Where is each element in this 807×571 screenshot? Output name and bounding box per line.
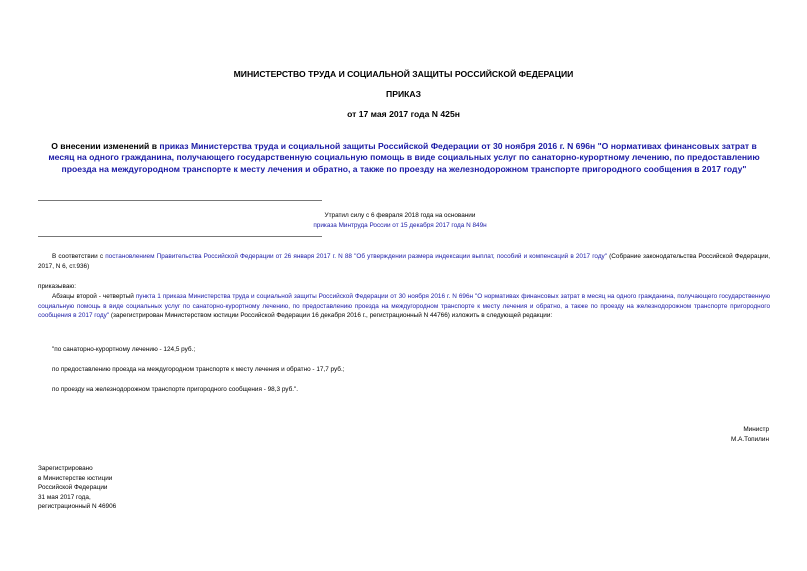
list-item: по предоставлению проезда на междугородном транспорте к месту лечения и обратно - 17,7 руб.; (52, 366, 345, 373)
status-line: Утратил силу с 6 февраля 2018 года на основании (324, 212, 476, 219)
p2-suffix: (зарегистрирован Министерством юстиции Российской Федерации 16 декабря 2016 г., регистрационный N 44766) изложить в следующей редакции: (109, 312, 553, 320)
p1-link[interactable]: постановлением Правительства Российской Федерации от 26 января 2017 г. N 88 "Об утверждении размера индексации выплат, пособий и компенсаций в 2017 году" (105, 253, 608, 260)
registration-line: регистрационный N 46906 (38, 503, 117, 511)
doc-type-heading: ПРИКАЗ (386, 89, 421, 99)
list-item: "по санаторно-курортному лечению - 124,5 руб.; (52, 346, 196, 353)
status-link[interactable]: приказа Минтруда России от 15 декабря 2017 года N 849н (313, 221, 487, 229)
registration-line: Зарегистрировано (38, 465, 93, 472)
title-link[interactable]: приказ Министерства труда и социальной защиты Российской Федерации от 30 ноября 2016 г. N 696н "О нормативах финансовых затрат в месяц на одного гражданина, получающего государственную социальную помощь в виде социальных услуг по санаторно-курортному лечению, по предоставлению проезда на междугородном транспорте к месту лечения и обратно, а также по проезду на железнодорожном транспорте пригородного сообщения в 2017 году" (48, 141, 760, 174)
ministry-heading: МИНИСТЕРСТВО ТРУДА И СОЦИАЛЬНОЙ ЗАЩИТЫ РОССИЙСКОЙ ФЕДЕРАЦИИ (233, 69, 574, 79)
registration-line: 31 мая 2017 года, (38, 493, 91, 501)
paragraph-basis (38, 252, 770, 271)
divider-bottom (38, 236, 322, 237)
divider-top (38, 200, 322, 201)
p1-suffix: (Собрание законодательства Российской Федерации, 2017, N 6, ст.936) (38, 253, 771, 270)
doc-date-heading: от 17 мая 2017 года N 425н (347, 109, 460, 119)
document-title (40, 141, 768, 175)
p2-link[interactable]: пункта 1 приказа Министерства труда и социальной защиты Российской Федерации от 30 ноября 2016 г. N 696н "О нормативах финансовых затрат в месяц на одного гражданина, получающего государственную социальную помощь в виде социальных услуг по санаторно-курортному лечению, по предоставлению проезда на междугородном транспорте к месту лечения и обратно, а также по проезду на железнодорожном транспорте пригородного сообщения в 2017 году" (38, 293, 770, 320)
status-note (220, 211, 580, 230)
registration-line: в Министерстве юстиции (38, 474, 113, 482)
p2-prefix: Абзацы второй - четвертый (52, 293, 136, 300)
signature-position: Министр (743, 426, 769, 433)
signature-name: М.А.Топилин (731, 436, 769, 443)
paragraph-amendment (38, 292, 770, 321)
p1-prefix: В соответствии с (52, 253, 106, 260)
registration-block (38, 464, 116, 512)
order-word: приказываю: (38, 283, 76, 290)
registration-line: Российской Федерации (38, 484, 108, 492)
title-prefix: О внесении изменений в (51, 141, 160, 151)
list-item: по проезду на железнодорожном транспорте пригородного сообщения - 98,3 руб.". (52, 386, 299, 393)
